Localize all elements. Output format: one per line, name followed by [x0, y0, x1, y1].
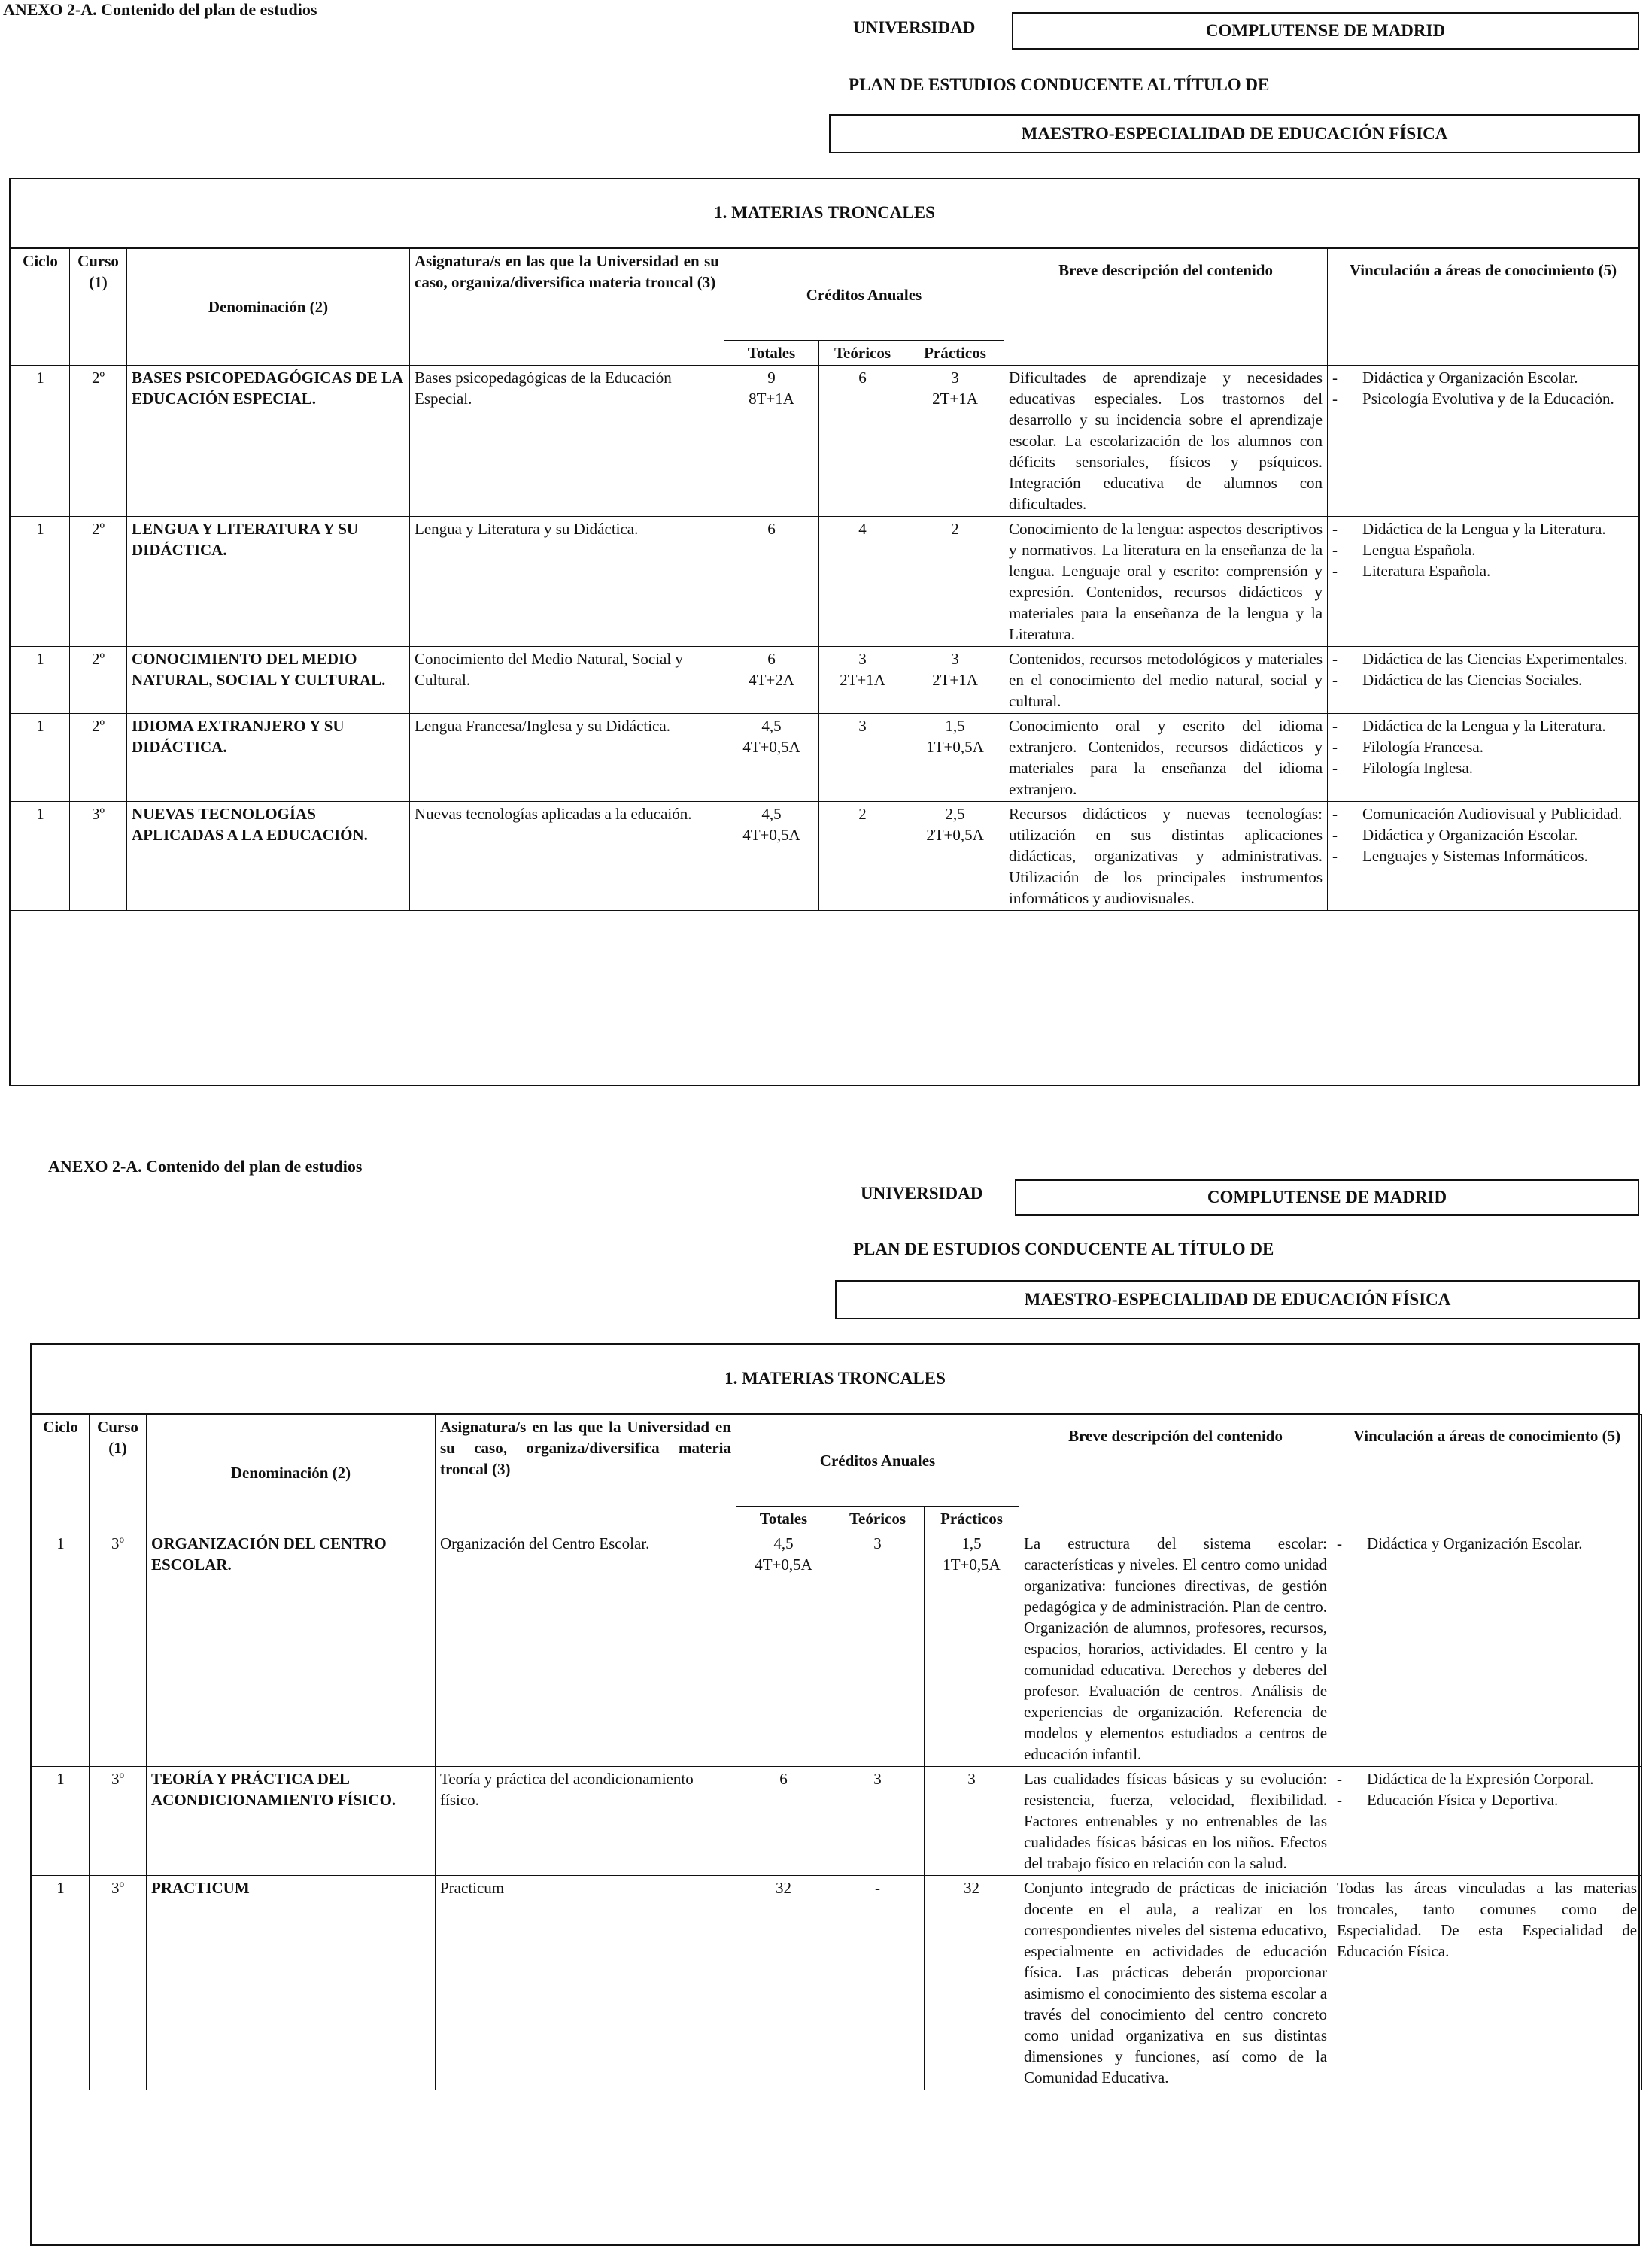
header-vinculacion: Vinculación a áreas de conocimiento (5): [1328, 249, 1639, 366]
plan-label: PLAN DE ESTUDIOS CONDUCENTE AL TÍTULO DE: [853, 1240, 1274, 1258]
teoricos-cell: [819, 802, 906, 911]
practicos-value: 32: [964, 1879, 980, 1897]
asignatura-cell: Organización del Centro Escolar.: [436, 1531, 736, 1767]
header-totales: Totales: [736, 1507, 831, 1531]
materias-frame: [9, 178, 1640, 1086]
curso-cell: 2º: [70, 647, 127, 714]
vinculacion-item: - Lengua Española.: [1332, 539, 1634, 560]
vinculacion-cell: [1332, 1531, 1642, 1767]
teoricos-value: 2: [858, 805, 867, 823]
practicos-cell: [906, 517, 1004, 647]
practicos-breakdown: 1T+0,5A: [943, 1555, 1001, 1574]
universidad-value: COMPLUTENSE DE MADRID: [1207, 1188, 1447, 1206]
totales-value: 4,5: [761, 717, 782, 735]
ciclo-cell: 1: [11, 802, 70, 911]
section-title: 1. MATERIAS TRONCALES: [32, 1345, 1638, 1414]
denominacion-cell: TEORÍA Y PRÁCTICA DEL ACONDICIONAMIENTO FÍSICO.: [147, 1767, 436, 1876]
totales-value: 9: [767, 369, 776, 387]
table-row: [11, 802, 1639, 911]
totales-breakdown: 4T+0,5A: [742, 738, 800, 756]
materias-frame: [30, 1343, 1640, 2246]
universidad-label: UNIVERSIDAD: [861, 1184, 983, 1203]
practicos-breakdown: 2T+0,5A: [926, 826, 984, 844]
ciclo-cell: 1: [11, 647, 70, 714]
teoricos-cell: [819, 366, 906, 517]
plan-label: PLAN DE ESTUDIOS CONDUCENTE AL TÍTULO DE: [849, 75, 1270, 94]
table-row: [11, 366, 1639, 517]
materias-table: [32, 1414, 1642, 2090]
header-teoricos: Teóricos: [819, 341, 906, 366]
totales-breakdown: 8T+1A: [749, 390, 794, 408]
titulo-value: MAESTRO-ESPECIALIDAD DE EDUCACIÓN FÍSICA: [1024, 1290, 1451, 1309]
ciclo-cell: 1: [32, 1767, 90, 1876]
teoricos-value: 6: [858, 369, 867, 387]
vinculacion-cell: Todas las áreas vinculadas a las materias troncales, tanto comunes como de Especialidad. De esta Especialidad de Educación Física.: [1332, 1876, 1642, 2090]
universidad-value: COMPLUTENSE DE MADRID: [1205, 21, 1446, 40]
teoricos-breakdown: 2T+1A: [840, 671, 885, 689]
denominacion-cell: PRACTICUM: [147, 1876, 436, 2090]
totales-cell: [724, 714, 819, 802]
table-row: [32, 1876, 1642, 2090]
header-ciclo: Ciclo: [32, 1415, 90, 1531]
table-row: [11, 517, 1639, 647]
totales-value: 6: [767, 520, 776, 538]
teoricos-cell: [819, 517, 906, 647]
practicos-cell: [925, 1531, 1019, 1767]
vinculacion-item: - Comunicación Audiovisual y Publicidad.: [1332, 803, 1634, 824]
teoricos-cell: [831, 1531, 925, 1767]
ciclo-cell: 1: [32, 1531, 90, 1767]
header-curso: Curso (1): [90, 1415, 147, 1531]
asignatura-cell: Lengua y Literatura y su Didáctica.: [410, 517, 724, 647]
denominacion-cell: LENGUA Y LITERATURA Y SU DIDÁCTICA.: [127, 517, 410, 647]
teoricos-value: -: [875, 1879, 880, 1897]
vinculacion-item: - Didáctica de la Lengua y la Literatura.: [1332, 518, 1634, 539]
header-denominacion: Denominación (2): [147, 1415, 436, 1531]
titulo-box: [835, 1280, 1640, 1319]
practicos-value: 1,5: [961, 1534, 982, 1552]
vinculacion-list: [1332, 803, 1634, 867]
vinculacion-item: - Literatura Española.: [1332, 560, 1634, 581]
asignatura-cell: Practicum: [436, 1876, 736, 2090]
denominacion-cell: BASES PSICOPEDAGÓGICAS DE LA EDUCACIÓN ESPECIAL.: [127, 366, 410, 517]
vinculacion-item: - Didáctica de las Ciencias Sociales.: [1332, 669, 1634, 690]
vinculacion-item: - Psicología Evolutiva y de la Educación.: [1332, 388, 1634, 409]
header-totales: Totales: [724, 341, 819, 366]
asignatura-cell: Bases psicopedagógicas de la Educación Especial.: [410, 366, 724, 517]
header-asignatura: Asignatura/s en las que la Universidad en su caso, organiza/diversifica materia troncal (3): [410, 249, 724, 366]
vinculacion-cell: [1328, 714, 1639, 802]
header-asignatura: Asignatura/s en las que la Universidad en su caso, organiza/diversifica materia troncal (3): [436, 1415, 736, 1531]
vinculacion-item: - Didáctica y Organización Escolar.: [1337, 1533, 1637, 1554]
asignatura-cell: Conocimiento del Medio Natural, Social y Cultural.: [410, 647, 724, 714]
practicos-cell: [906, 802, 1004, 911]
vinculacion-cell: [1328, 517, 1639, 647]
header-curso: Curso (1): [70, 249, 127, 366]
titulo-value: MAESTRO-ESPECIALIDAD DE EDUCACIÓN FÍSICA: [1021, 124, 1448, 143]
vinculacion-item: - Lenguajes y Sistemas Informáticos.: [1332, 845, 1634, 867]
teoricos-value: 3: [873, 1534, 882, 1552]
asignatura-cell: Lengua Francesa/Inglesa y su Didáctica.: [410, 714, 724, 802]
universidad-value-box: [1012, 12, 1639, 50]
denominacion-cell: CONOCIMIENTO DEL MEDIO NATURAL, SOCIAL Y CULTURAL.: [127, 647, 410, 714]
anexo-heading: ANEXO 2-A. Contenido del plan de estudios: [3, 0, 317, 19]
header-creditos: Créditos Anuales: [736, 1415, 1019, 1507]
denominacion-cell: IDIOMA EXTRANJERO Y SU DIDÁCTICA.: [127, 714, 410, 802]
table-row: [11, 714, 1639, 802]
materias-table: [11, 248, 1639, 911]
denominacion-cell: NUEVAS TECNOLOGÍAS APLICADAS A LA EDUCACIÓN.: [127, 802, 410, 911]
totales-breakdown: 4T+0,5A: [755, 1555, 812, 1574]
descripcion-cell: Contenidos, recursos metodológicos y materiales en el conocimiento del medio natural, social y cultural.: [1004, 647, 1328, 714]
curso-cell: 3º: [90, 1767, 147, 1876]
practicos-value: 1,5: [945, 717, 965, 735]
totales-breakdown: 4T+0,5A: [742, 826, 800, 844]
practicos-cell: [925, 1876, 1019, 2090]
totales-value: 6: [779, 1770, 788, 1788]
practicos-value: 3: [951, 650, 959, 668]
curso-cell: 2º: [70, 366, 127, 517]
ciclo-cell: 1: [11, 517, 70, 647]
vinculacion-cell: [1332, 1767, 1642, 1876]
practicos-cell: [906, 714, 1004, 802]
vinculacion-item: - Didáctica de las Ciencias Experimentales.: [1332, 648, 1634, 669]
descripcion-cell: La estructura del sistema escolar: características y niveles. El centro como unidad organizativa: funciones directivas, de gestión pedagógica y de administración. Plan de centro. Organización de alumnos, profesores, recursos, espacios, horarios, actividades. El centro y la comunidad educativa. Derechos y deberes del profesor. Evaluación de centros. Análisis de experiencias de organización. Referencia de modelos y elementos estudiados a centros de educación infantil.: [1019, 1531, 1332, 1767]
vinculacion-item: - Didáctica y Organización Escolar.: [1332, 367, 1634, 388]
totales-value: 32: [776, 1879, 791, 1897]
teoricos-value: 3: [873, 1770, 882, 1788]
table-row: [32, 1531, 1642, 1767]
header-practicos: Prácticos: [906, 341, 1004, 366]
teoricos-cell: [831, 1767, 925, 1876]
vinculacion-item: - Didáctica y Organización Escolar.: [1332, 824, 1634, 845]
materias-table-body: [32, 1531, 1642, 2090]
vinculacion-cell: [1328, 647, 1639, 714]
vinculacion-list: [1332, 367, 1634, 409]
asignatura-cell: Nuevas tecnologías aplicadas a la educaión.: [410, 802, 724, 911]
practicos-value: 3: [967, 1770, 976, 1788]
totales-value: 4,5: [773, 1534, 794, 1552]
universidad-label: UNIVERSIDAD: [853, 18, 976, 37]
teoricos-cell: [831, 1876, 925, 2090]
practicos-breakdown: 2T+1A: [932, 390, 978, 408]
header-creditos: Créditos Anuales: [724, 249, 1004, 341]
practicos-breakdown: 1T+0,5A: [926, 738, 984, 756]
ciclo-cell: 1: [11, 366, 70, 517]
denominacion-cell: ORGANIZACIÓN DEL CENTRO ESCOLAR.: [147, 1531, 436, 1767]
practicos-cell: [906, 366, 1004, 517]
descripcion-cell: Las cualidades físicas básicas y su evolución: resistencia, fuerza, velocidad, flexibilidad. Factores entrenables y no entrenables de las cualidades físicas básicas en los niños. Efectos del trabajo físico en relación con la salud.: [1019, 1767, 1332, 1876]
anexo-heading: ANEXO 2-A. Contenido del plan de estudios: [48, 1157, 363, 1176]
vinculacion-cell: [1328, 366, 1639, 517]
teoricos-cell: [819, 647, 906, 714]
curso-cell: 3º: [70, 802, 127, 911]
header-vinculacion: Vinculación a áreas de conocimiento (5): [1332, 1415, 1642, 1531]
practicos-value: 2: [951, 520, 959, 538]
universidad-value-box: [1015, 1179, 1639, 1216]
totales-cell: [736, 1767, 831, 1876]
curso-cell: 3º: [90, 1531, 147, 1767]
practicos-cell: [906, 647, 1004, 714]
header-descripcion: Breve descripción del contenido: [1019, 1415, 1332, 1531]
section-title: 1. MATERIAS TRONCALES: [11, 179, 1638, 248]
curso-cell: 2º: [70, 714, 127, 802]
descripcion-cell: Dificultades de aprendizaje y necesidades educativas especiales. Los trastornos del desarrollo y su incidencia sobre el aprendizaje escolar. La escolarización de los alumnos con déficits sensoriales, físicos y psíquicos. Integración educativa de alumnos con dificultades.: [1004, 366, 1328, 517]
vinculacion-item: - Didáctica de la Lengua y la Literatura.: [1332, 715, 1634, 736]
header-denominacion: Denominación (2): [127, 249, 410, 366]
vinculacion-item: - Filología Inglesa.: [1332, 757, 1634, 778]
curso-cell: 3º: [90, 1876, 147, 2090]
totales-cell: [736, 1531, 831, 1767]
practicos-cell: [925, 1767, 1019, 1876]
totales-cell: [724, 366, 819, 517]
vinculacion-item: - Educación Física y Deportiva.: [1337, 1789, 1637, 1810]
vinculacion-list: [1332, 715, 1634, 778]
descripcion-cell: Conjunto integrado de prácticas de iniciación docente en el aula, a realizar en los correspondientes niveles del sistema educativo, especialmente en actividades de educación física. Las prácticas deberán proporcionar asimismo el conocimiento des sistema escolar a través del conocimiento del centro concreto como unidad organizativa en sus distintas dimensiones y funciones, así como de la Comunidad Educativa.: [1019, 1876, 1332, 2090]
totales-value: 6: [767, 650, 776, 668]
materias-table-body: [11, 366, 1639, 911]
practicos-breakdown: 2T+1A: [932, 671, 978, 689]
vinculacion-list: [1332, 518, 1634, 581]
asignatura-cell: Teoría y práctica del acondicionamiento físico.: [436, 1767, 736, 1876]
vinculacion-item: - Filología Francesa.: [1332, 736, 1634, 757]
header-descripcion: Breve descripción del contenido: [1004, 249, 1328, 366]
totales-cell: [736, 1876, 831, 2090]
header-practicos: Prácticos: [925, 1507, 1019, 1531]
practicos-value: 3: [951, 369, 959, 387]
vinculacion-cell: [1328, 802, 1639, 911]
vinculacion-item: - Didáctica de la Expresión Corporal.: [1337, 1768, 1637, 1789]
table-row: [11, 647, 1639, 714]
teoricos-cell: [819, 714, 906, 802]
vinculacion-list: [1332, 648, 1634, 690]
teoricos-value: 3: [858, 717, 867, 735]
teoricos-value: 4: [858, 520, 867, 538]
descripcion-cell: Conocimiento de la lengua: aspectos descriptivos y normativos. La literatura en la enseñanza de la lengua. Lenguaje oral y escrito: comprensión y expresión. Contenidos, recursos didácticos y materiales para la enseñanza de la lengua y la Literatura.: [1004, 517, 1328, 647]
teoricos-value: 3: [858, 650, 867, 668]
practicos-value: 2,5: [945, 805, 965, 823]
header-ciclo: Ciclo: [11, 249, 70, 366]
descripcion-cell: Conocimiento oral y escrito del idioma extranjero. Contenidos, recursos didácticos y materiales para la enseñanza del idioma extranjero.: [1004, 714, 1328, 802]
curso-cell: 2º: [70, 517, 127, 647]
ciclo-cell: 1: [11, 714, 70, 802]
totales-value: 4,5: [761, 805, 782, 823]
vinculacion-list: [1337, 1768, 1637, 1810]
table-row: [32, 1767, 1642, 1876]
titulo-box: [829, 114, 1640, 153]
totales-cell: [724, 647, 819, 714]
descripcion-cell: Recursos didácticos y nuevas tecnologías: utilización en sus distintas aplicaciones didácticas, organizativas y administrativas. Utilización de los principales instrumentos informáticos y audiovisuales.: [1004, 802, 1328, 911]
totales-cell: [724, 517, 819, 647]
ciclo-cell: 1: [32, 1876, 90, 2090]
totales-breakdown: 4T+2A: [749, 671, 794, 689]
totales-cell: [724, 802, 819, 911]
header-teoricos: Teóricos: [831, 1507, 925, 1531]
vinculacion-list: [1337, 1533, 1637, 1554]
